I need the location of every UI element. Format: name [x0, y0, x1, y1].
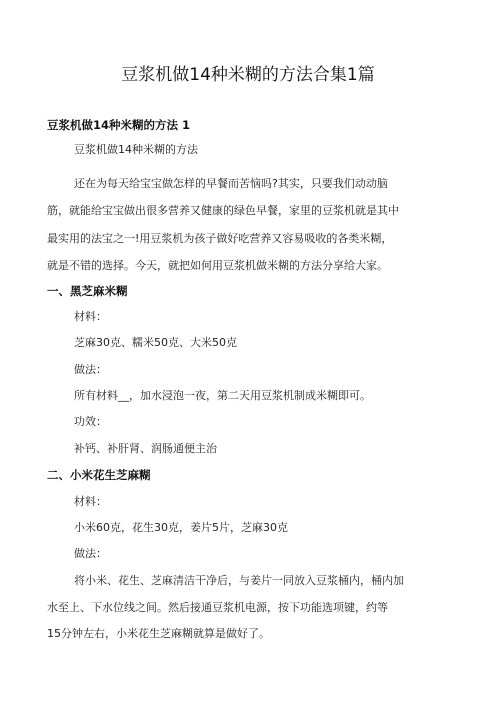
intro-line-4: 就是不错的选择。今天，就把如何用豆浆机做米糊的方法分享给大家。 — [47, 259, 388, 272]
recipe2-method-line-1: 将小米、花生、芝麻清洁干净后，与姜片一同放入豆浆桶内，桶内加 — [74, 574, 404, 587]
section-heading: 豆浆机做14种米糊的方法 1 — [47, 118, 191, 132]
recipe2-materials-label: 材料： — [74, 495, 107, 508]
recipe2-method-line-2: 水至上、下水位线之间。然后接通豆浆机电源，按下功能选项键，约等 — [47, 601, 388, 614]
recipe2-method-label: 做法： — [74, 547, 107, 560]
recipe1-materials: 芝麻30克、糯米50克、大米50克 — [74, 336, 237, 349]
intro-line-2: 筋，就能给宝宝做出很多营养又健康的绿色早餐，家里的豆浆机就是其中 — [47, 204, 399, 217]
document-title: 豆浆机做14种米糊的方法合集1篇 — [121, 65, 375, 85]
recipe2-heading: 二、小米花生芝麻糊 — [47, 468, 151, 482]
recipe1-method-label: 做法： — [74, 363, 107, 376]
recipe1-heading: 一、黑芝麻米糊 — [47, 284, 128, 298]
recipe1-method: 所有材料__，加水浸泡一夜，第二天用豆浆机制成米糊即可。 — [74, 389, 371, 402]
recipe2-materials: 小米60克，花生30克，姜片5片，芝麻30克 — [74, 521, 288, 534]
recipe1-effect: 补钙、补肝肾、润肠通便主治 — [74, 442, 217, 455]
intro-line-1: 还在为每天给宝宝做怎样的早餐而苦恼吗?其实，只要我们动动脑 — [74, 177, 388, 190]
recipe2-method-line-3: 15分钟左右，小米花生芝麻糊就算是做好了。 — [47, 627, 270, 640]
recipe1-effect-label: 功效： — [74, 415, 107, 428]
intro-line-3: 最实用的法宝之一!用豆浆机为孩子做好吃营养又容易吸收的各类米糊， — [47, 232, 393, 245]
article-subtitle: 豆浆机做14种米糊的方法 — [74, 143, 198, 156]
recipe1-materials-label: 材料： — [74, 310, 107, 323]
